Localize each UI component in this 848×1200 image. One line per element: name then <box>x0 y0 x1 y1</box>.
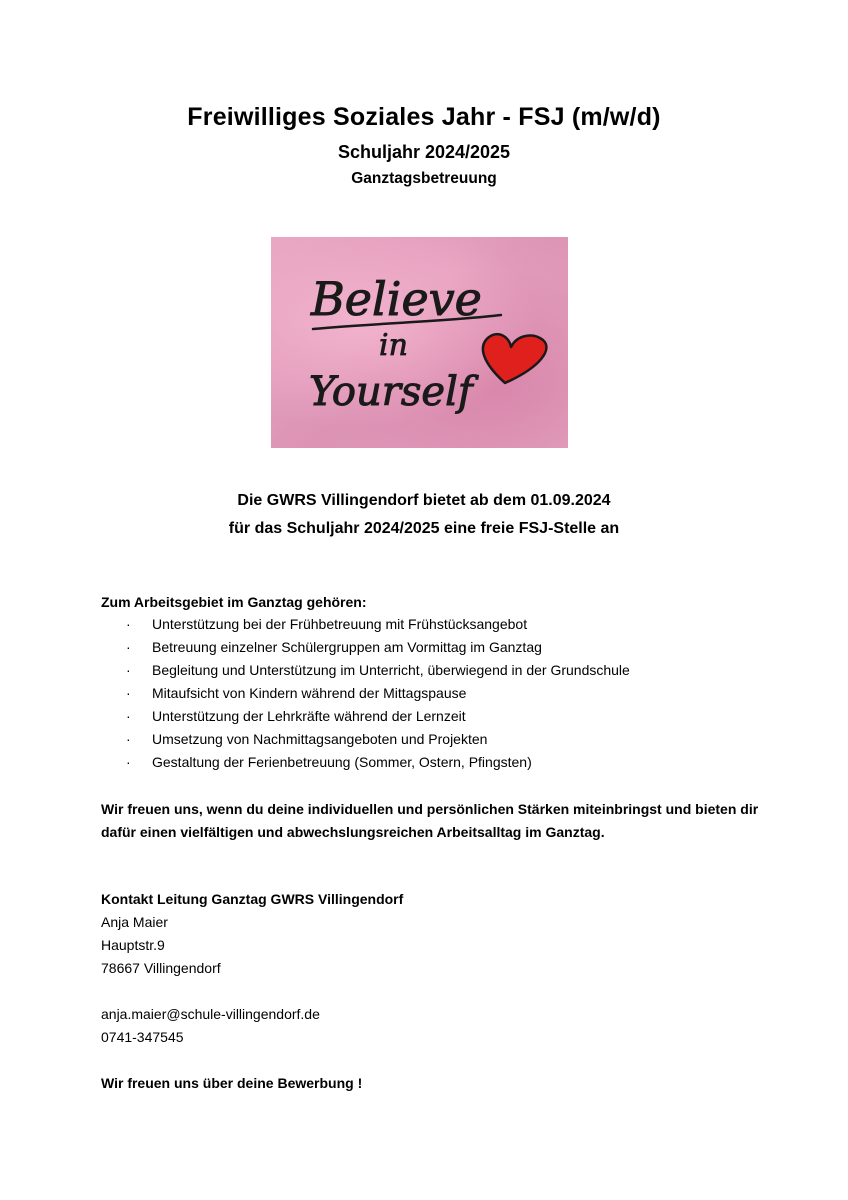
department-label: Ganztagsbetreuung <box>351 170 497 187</box>
page-title: Freiwilliges Soziales Jahr - FSJ (m/w/d) <box>187 103 661 131</box>
tasks-list <box>101 615 630 776</box>
heart-icon <box>483 334 546 383</box>
image-artwork <box>271 237 568 448</box>
list-item-text: Betreuung einzelner Schülergruppen am Vormittag im Ganztag <box>152 639 542 655</box>
contact-street: Hauptstr.9 <box>101 937 165 953</box>
list-item <box>101 730 630 753</box>
list-item-text: Begleitung und Unterstützung im Unterricht, überwiegend in der Grundschule <box>152 662 630 678</box>
bullet: · <box>126 662 131 678</box>
believe-in-yourself-image <box>271 237 568 448</box>
bullet: · <box>126 754 131 770</box>
image-text-in: in <box>379 328 408 363</box>
list-item-text: Mitaufsicht von Kindern während der Mittagspause <box>152 685 467 701</box>
closing-paragraph: Wir freuen uns, wenn du deine individuellen und persönlichen Stärken miteinbringst und bieten dir dafür einen vielfältigen und abwechslungsreichen Arbeitsalltag im Ganztag. <box>101 801 759 840</box>
bullet: · <box>126 708 131 724</box>
list-item <box>101 684 630 707</box>
list-item <box>101 661 630 684</box>
contact-phone: 0741-347545 <box>101 1029 184 1045</box>
tasks-heading: Zum Arbeitsgebiet im Ganztag gehören: <box>101 594 367 610</box>
final-line: Wir freuen uns über deine Bewerbung ! <box>101 1075 363 1091</box>
list-item-text: Umsetzung von Nachmittagsangeboten und Projekten <box>152 731 488 747</box>
list-item <box>101 707 630 730</box>
list-item-text: Gestaltung der Ferienbetreuung (Sommer, Ostern, Pfingsten) <box>152 754 532 770</box>
list-item <box>101 615 630 638</box>
offer-line-1: Die GWRS Villingendorf bietet ab dem 01.09.2024 <box>237 492 611 509</box>
image-text-yourself: Yourself <box>309 369 473 415</box>
contact-name: Anja Maier <box>101 914 168 930</box>
bullet: · <box>126 639 131 655</box>
contact-email: anja.maier@schule-villingendorf.de <box>101 1006 320 1022</box>
contact-city: 78667 Villingendorf <box>101 960 221 976</box>
contact-heading: Kontakt Leitung Ganztag GWRS Villingendorf <box>101 891 404 907</box>
bullet: · <box>126 685 131 701</box>
list-item <box>101 638 630 661</box>
page-subtitle: Schuljahr 2024/2025 <box>337 142 511 162</box>
offer-line-2: für das Schuljahr 2024/2025 eine freie FSJ-Stelle an <box>228 520 620 537</box>
bullet: · <box>126 731 131 747</box>
list-item <box>101 753 630 776</box>
bullet: · <box>126 616 131 632</box>
list-item-text: Unterstützung der Lehrkräfte während der Lernzeit <box>152 708 466 724</box>
image-text-believe: Believe <box>311 272 482 326</box>
list-item-text: Unterstützung bei der Frühbetreuung mit Frühstücksangebot <box>152 616 528 632</box>
